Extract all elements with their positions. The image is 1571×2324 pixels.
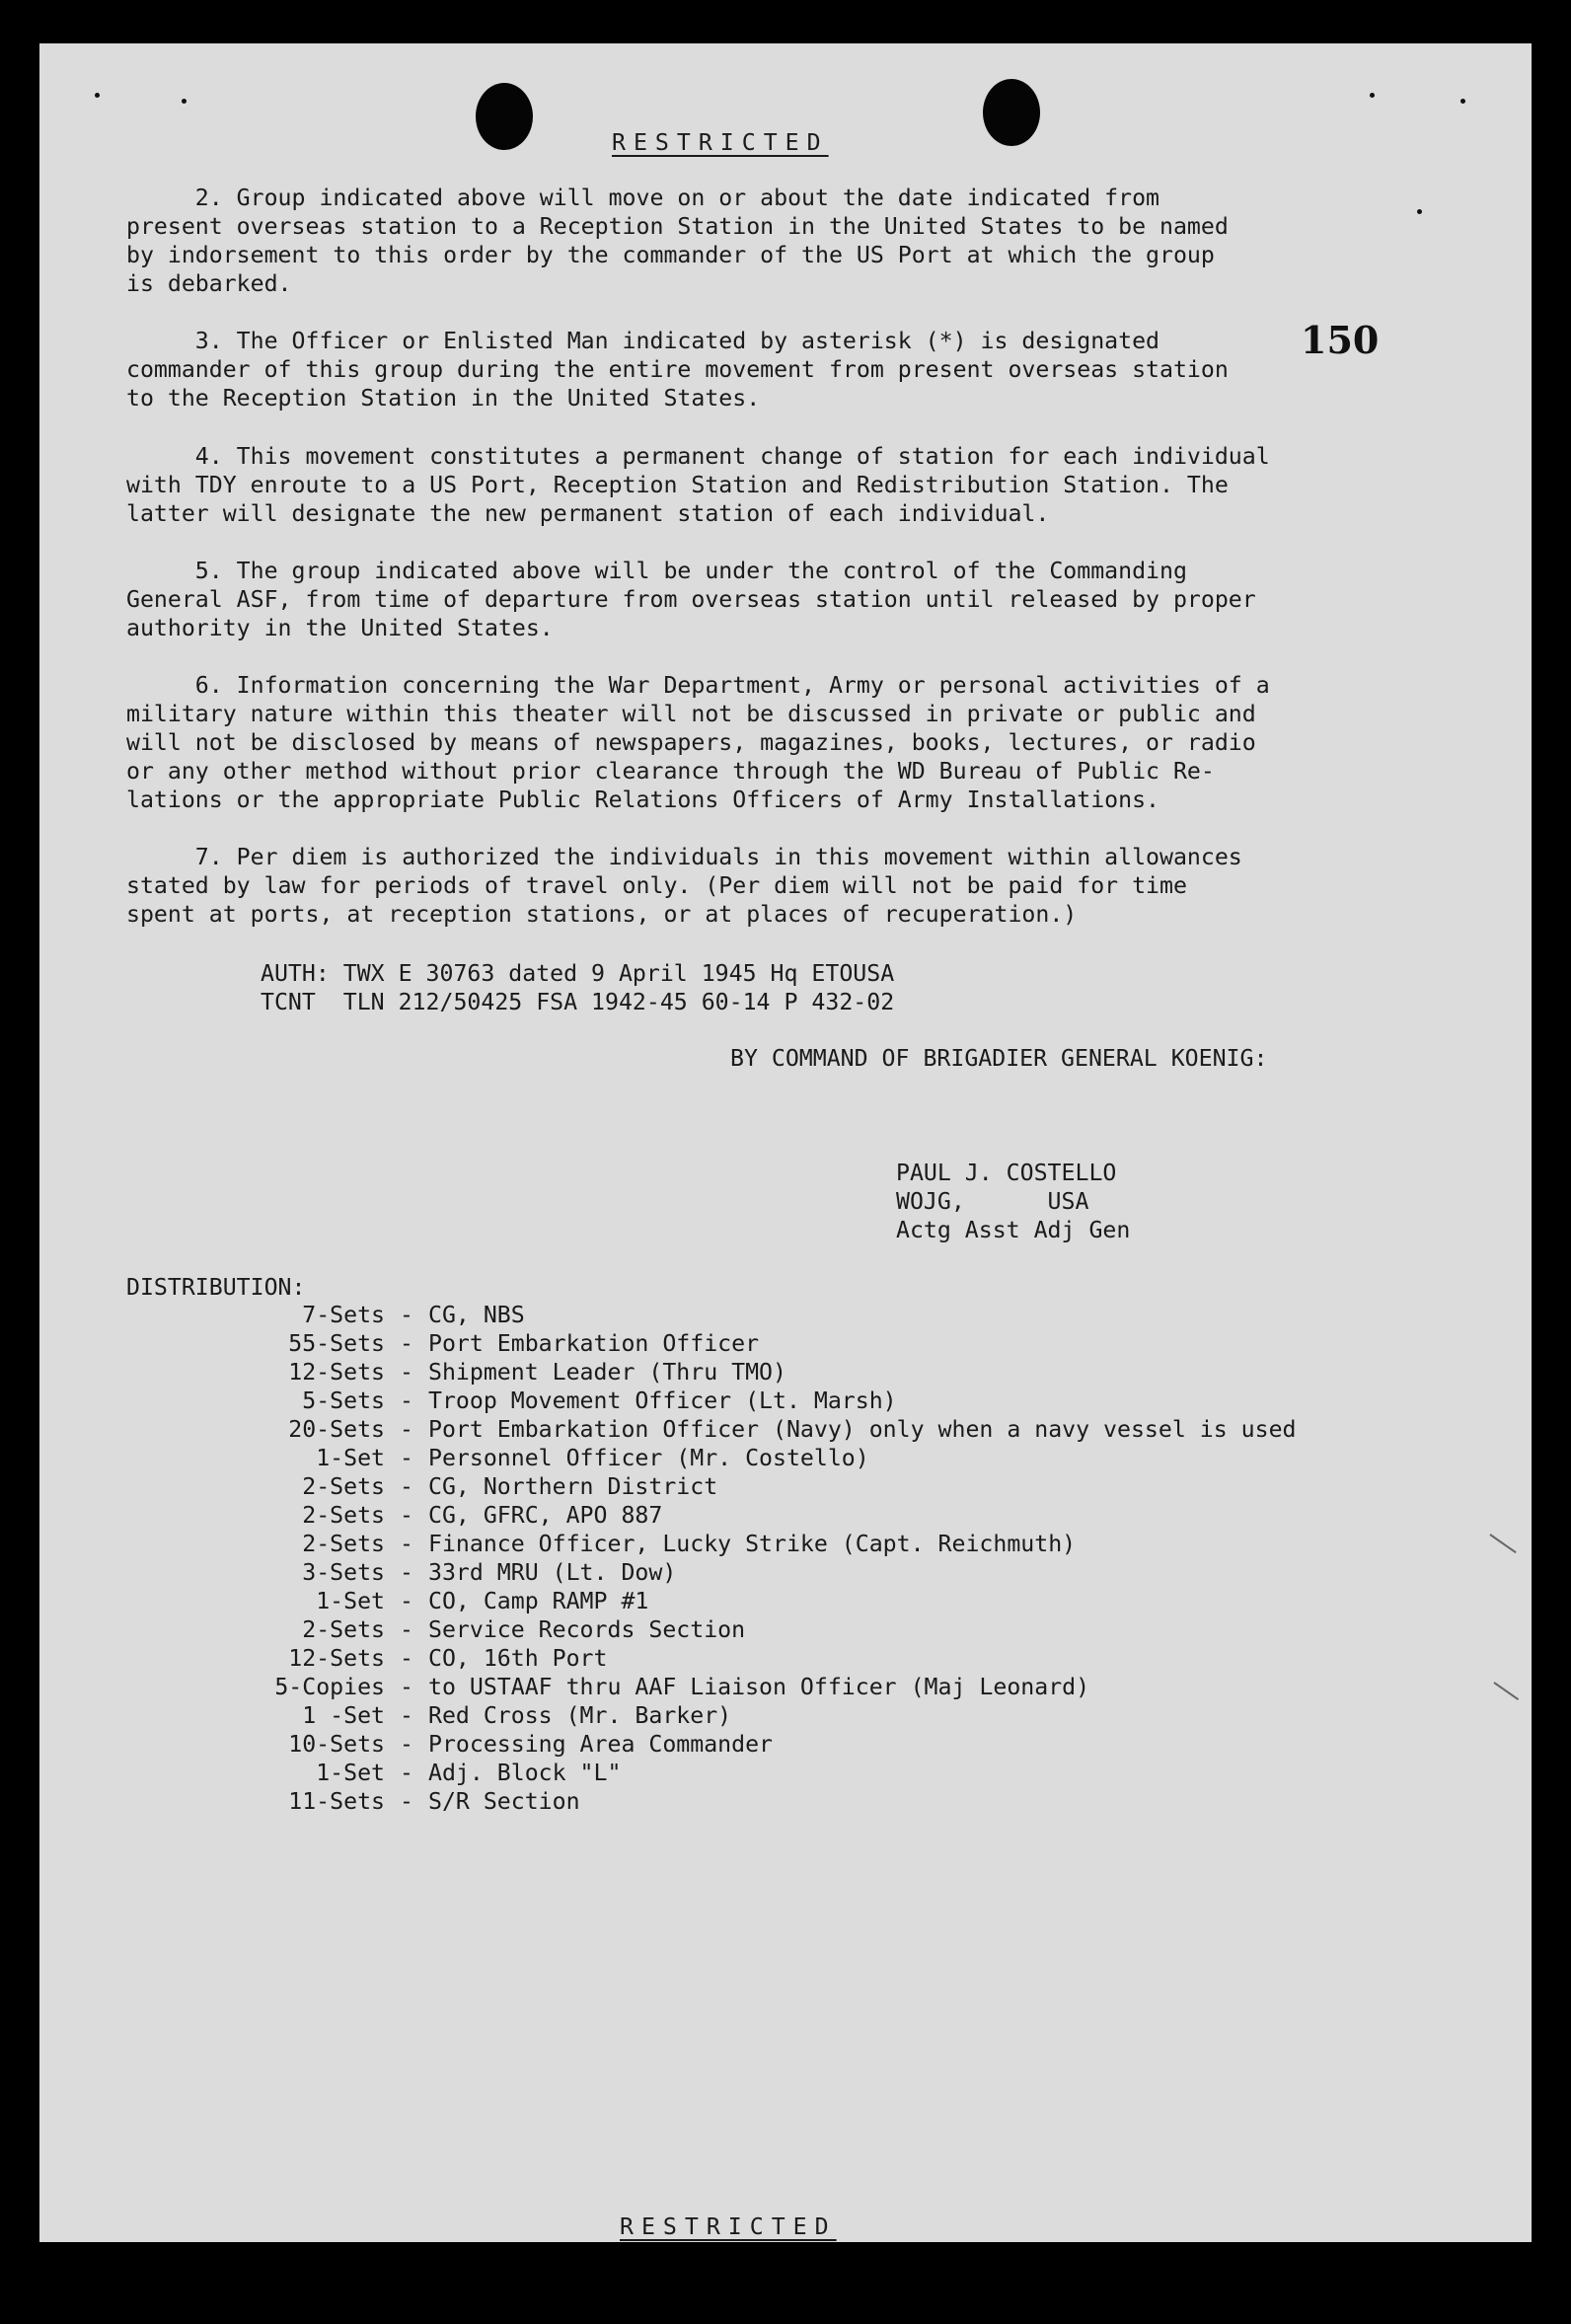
distribution-row (253, 1444, 1496, 1472)
distribution-recipient: Finance Officer, Lucky Strike (Capt. Reichmuth) (428, 1531, 1077, 1557)
distribution-quantity: 2-Sets (302, 1473, 385, 1500)
distribution-quantity: 2-Sets (302, 1531, 385, 1557)
distribution-dash: - (400, 1616, 413, 1643)
distribution-recipient: Shipment Leader (Thru TMO) (428, 1359, 786, 1386)
text-line: stated by law for periods of travel only. (Per diem will not be paid for time (126, 872, 1187, 899)
distribution-quantity: 5-Sets (302, 1387, 385, 1414)
signature-title: Actg Asst Adj Gen (896, 1217, 1131, 1243)
distribution-quantity: 2-Sets (302, 1616, 385, 1643)
text-line: 7. Per diem is authorized the individuals in this movement within allowances (126, 844, 1242, 870)
speck (95, 93, 100, 98)
text-line: to the Reception Station in the United States. (126, 385, 761, 412)
distribution-dash: - (400, 1702, 413, 1729)
text-line: military nature within this theater will not be discussed in private or public and (126, 701, 1256, 727)
text-line: General ASF, from time of departure from overseas station until released by proper (126, 586, 1256, 613)
distribution-dash: - (400, 1645, 413, 1672)
distribution-dash: - (400, 1416, 413, 1443)
auth-line: TCNT TLN 212/50425 FSA 1942-45 60-14 P 432-02 (261, 989, 895, 1015)
distribution-dash: - (400, 1473, 413, 1500)
distribution-quantity: 55-Sets (288, 1330, 385, 1357)
distribution-row (253, 1501, 1496, 1530)
distribution-dash: - (400, 1387, 413, 1414)
distribution-dash: - (400, 1674, 413, 1700)
page-number-stamp: 150 (1301, 318, 1380, 362)
text-line: latter will designate the new permanent station of each individual. (126, 500, 1050, 527)
command-line: BY COMMAND OF BRIGADIER GENERAL KOENIG: (730, 1045, 1268, 1072)
distribution-quantity: 1-Set (316, 1760, 385, 1786)
distribution-row (253, 1329, 1496, 1358)
signature-rank: WOJG, USA (896, 1188, 1089, 1215)
text-line: 6. Information concerning the War Department, Army or personal activities of a (126, 672, 1270, 699)
distribution-quantity: 10-Sets (288, 1731, 385, 1758)
text-line: with TDY enroute to a US Port, Reception Station and Redistribution Station. The (126, 472, 1229, 498)
distribution-dash: - (400, 1588, 413, 1614)
distribution-recipient: CG, NBS (428, 1302, 525, 1328)
distribution-row (253, 1759, 1496, 1787)
distribution-row (253, 1358, 1496, 1387)
paragraph-7 (126, 843, 1488, 929)
distribution-row (253, 1615, 1496, 1644)
distribution-recipient: Port Embarkation Officer (428, 1330, 760, 1357)
distribution-dash: - (400, 1788, 413, 1815)
speck (182, 99, 187, 104)
distribution-recipient: Adj. Block "L" (428, 1760, 622, 1786)
distribution-quantity: 3-Sets (302, 1559, 385, 1586)
distribution-recipient: Service Records Section (428, 1616, 746, 1643)
distribution-quantity: 1-Set (316, 1445, 385, 1471)
distribution-row (253, 1558, 1496, 1587)
distribution-row (253, 1587, 1496, 1615)
edge-mark (1493, 1682, 1519, 1700)
document-page (39, 43, 1532, 2242)
distribution-recipient: Red Cross (Mr. Barker) (428, 1702, 732, 1729)
text-line: 4. This movement constitutes a permanent change of station for each individual (126, 443, 1270, 470)
signature-block (896, 1159, 1130, 1244)
distribution-quantity: 12-Sets (288, 1645, 385, 1672)
distribution-dash: - (400, 1359, 413, 1386)
distribution-recipient: Processing Area Commander (428, 1731, 774, 1758)
auth-line: AUTH: TWX E 30763 dated 9 April 1945 Hq ETOUSA (261, 960, 895, 987)
text-line: or any other method without prior clearance through the WD Bureau of Public Re- (126, 758, 1215, 785)
text-line: 2. Group indicated above will move on or about the date indicated from (126, 185, 1160, 211)
distribution-recipient: Port Embarkation Officer (Navy) only when a navy vessel is used (428, 1416, 1297, 1443)
distribution-dash: - (400, 1330, 413, 1357)
paragraph-6 (126, 671, 1488, 814)
distribution-quantity: 7-Sets (302, 1302, 385, 1328)
punch-hole-right (983, 79, 1040, 146)
text-line: will not be disclosed by means of newspapers, magazines, books, lectures, or radio (126, 729, 1256, 756)
footer-restricted: RESTRICTED (620, 2213, 837, 2240)
distribution-quantity: 20-Sets (288, 1416, 385, 1443)
punch-hole-left (476, 83, 533, 150)
distribution-recipient: 33rd MRU (Lt. Dow) (428, 1559, 677, 1586)
distribution-quantity: 1 -Set (302, 1702, 385, 1729)
distribution-label: DISTRIBUTION: (126, 1274, 306, 1301)
distribution-row (253, 1673, 1496, 1701)
distribution-dash: - (400, 1559, 413, 1586)
distribution-dash: - (400, 1302, 413, 1328)
distribution-recipient: CO, 16th Port (428, 1645, 608, 1672)
paragraph-2 (126, 184, 1488, 298)
distribution-dash: - (400, 1445, 413, 1471)
text-line: 5. The group indicated above will be under the control of the Commanding (126, 558, 1187, 584)
text-line: by indorsement to this order by the commander of the US Port at which the group (126, 242, 1215, 268)
distribution-row (253, 1730, 1496, 1759)
distribution-quantity: 12-Sets (288, 1359, 385, 1386)
text-line: authority in the United States. (126, 615, 554, 641)
text-line: is debarked. (126, 270, 292, 297)
distribution-dash: - (400, 1760, 413, 1786)
authority-block (261, 959, 894, 1016)
text-line: spent at ports, at reception stations, or at places of recuperation.) (126, 901, 1078, 928)
paragraph-5 (126, 557, 1488, 642)
distribution-quantity: 2-Sets (302, 1502, 385, 1529)
distribution-row (253, 1415, 1496, 1444)
text-line: 3. The Officer or Enlisted Man indicated by asterisk (*) is designated (126, 328, 1160, 354)
distribution-row (253, 1530, 1496, 1558)
distribution-dash: - (400, 1531, 413, 1557)
distribution-list (253, 1301, 1496, 1816)
distribution-recipient: CO, Camp RAMP #1 (428, 1588, 649, 1614)
header-restricted: RESTRICTED (612, 129, 829, 156)
distribution-recipient: Troop Movement Officer (Lt. Marsh) (428, 1387, 897, 1414)
distribution-row (253, 1787, 1496, 1816)
speck (1370, 93, 1375, 98)
distribution-dash: - (400, 1731, 413, 1758)
distribution-quantity: 5-Copies (274, 1674, 385, 1700)
distribution-row (253, 1644, 1496, 1673)
distribution-recipient: S/R Section (428, 1788, 580, 1815)
distribution-quantity: 11-Sets (288, 1788, 385, 1815)
text-line: commander of this group during the entire movement from present overseas station (126, 356, 1229, 383)
paragraph-3 (126, 318, 1488, 412)
paragraph-4 (126, 442, 1488, 528)
distribution-dash: - (400, 1502, 413, 1529)
distribution-recipient: Personnel Officer (Mr. Costello) (428, 1445, 869, 1471)
text-line: present overseas station to a Reception Station in the United States to be named (126, 213, 1229, 240)
signature-name: PAUL J. COSTELLO (896, 1160, 1117, 1186)
distribution-recipient: CG, Northern District (428, 1473, 718, 1500)
text-line: lations or the appropriate Public Relations Officers of Army Installations. (126, 787, 1160, 813)
distribution-quantity: 1-Set (316, 1588, 385, 1614)
distribution-row (253, 1701, 1496, 1730)
distribution-recipient: CG, GFRC, APO 887 (428, 1502, 663, 1529)
distribution-row (253, 1472, 1496, 1501)
distribution-row (253, 1301, 1496, 1329)
distribution-recipient: to USTAAF thru AAF Liaison Officer (Maj Leonard) (428, 1674, 1090, 1700)
distribution-row (253, 1387, 1496, 1415)
speck (1460, 99, 1465, 104)
